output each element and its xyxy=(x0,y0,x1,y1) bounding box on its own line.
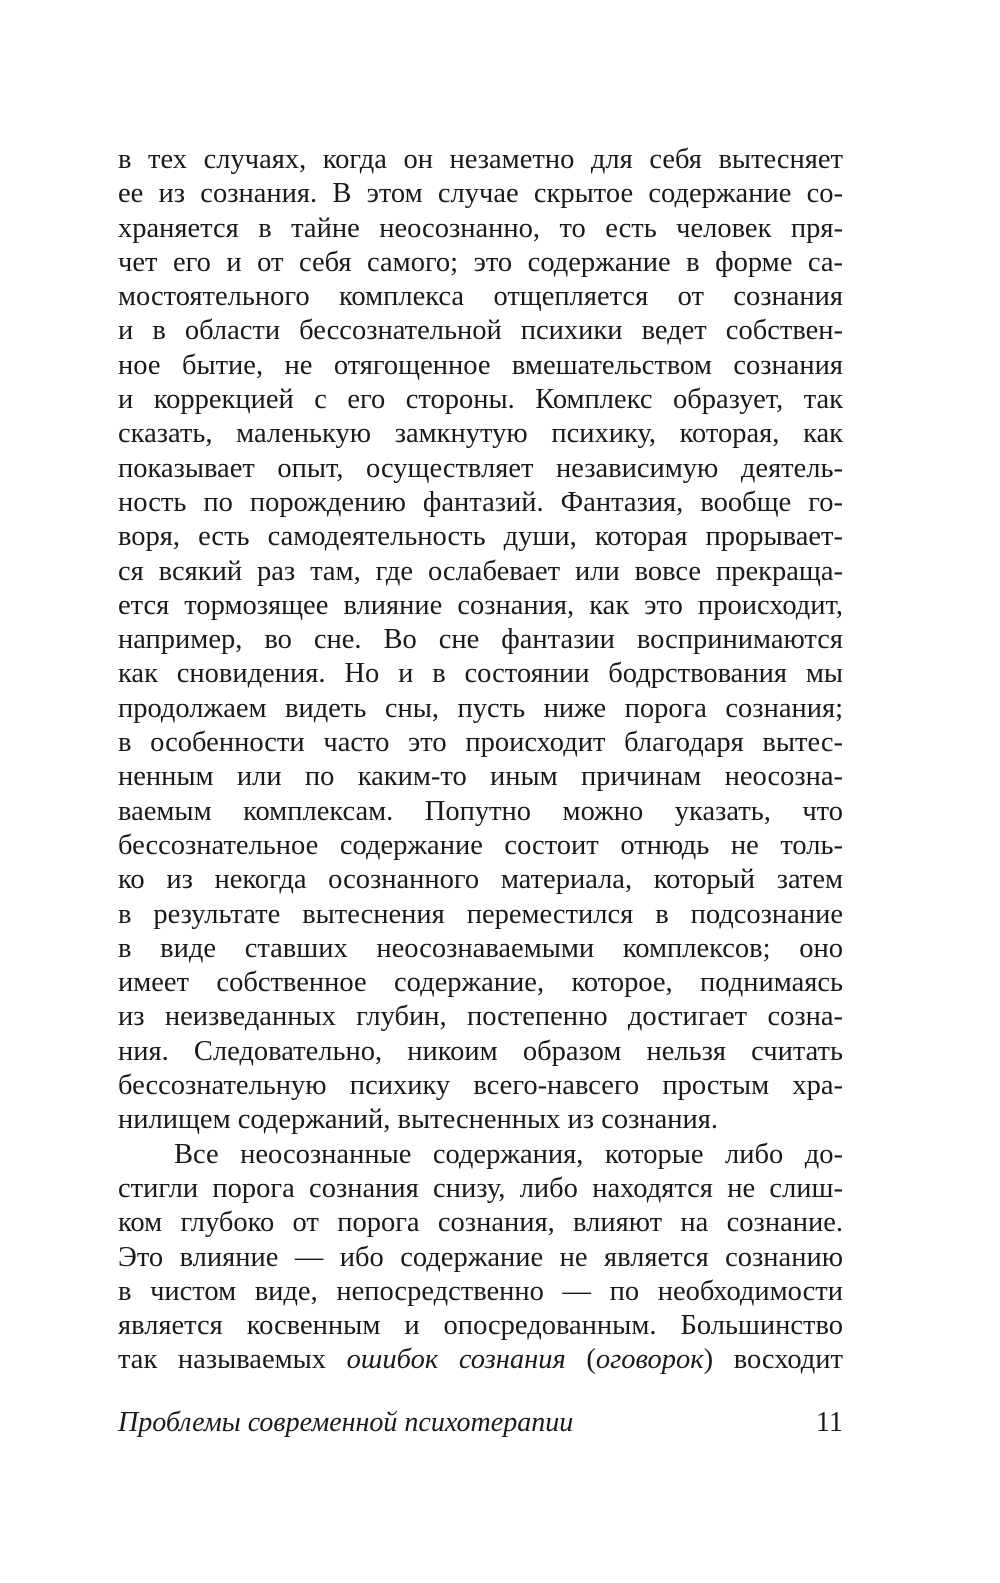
text-line: ком глубоко от порога сознания, влияют на сознание. xyxy=(118,1207,843,1239)
text-line: бессознательную психику всего-навсего простым хра- xyxy=(118,1070,843,1102)
text-line: воря, есть самодеятельность души, которая прорывает- xyxy=(118,521,843,553)
text-line: в виде ставших неосознаваемыми комплексов; оно xyxy=(118,932,843,964)
running-title: Проблемы современной психотерапии xyxy=(118,1407,574,1438)
text-line: из неизведанных глубин, постепенно достигает созна- xyxy=(118,1001,843,1033)
text-line: является косвенным и опосредованным. Большинство xyxy=(118,1310,843,1342)
text-line: как сновидения. Но и в состоянии бодрствования мы xyxy=(118,658,843,690)
text-line: имеет собственное содержание, которое, поднимаясь xyxy=(118,967,843,999)
text-line: ко из некогда осознанного материала, который затем xyxy=(118,864,843,896)
text-run: так называемых xyxy=(118,1344,347,1376)
text-line: ее из сознания. В этом случае скрытое содержание со- xyxy=(118,178,843,210)
text-run: ) восходит xyxy=(703,1344,843,1376)
text-line: бессознательное содержание состоит отнюдь не толь- xyxy=(118,829,843,861)
page-footer xyxy=(118,1405,843,1441)
text-line: чет его и от себя самого; это содержание в форме са- xyxy=(118,246,843,278)
text-line: стигли порога сознания снизу, либо находятся не слиш- xyxy=(118,1172,843,1204)
text-line: в результате вытеснения переместился в подсознание xyxy=(118,898,843,930)
page-number: 11 xyxy=(816,1407,843,1438)
text-line: например, во сне. Во сне фантазии воспринимаются xyxy=(118,624,843,656)
text-line: и коррекцией с его стороны. Комплекс образует, так xyxy=(118,384,843,416)
text-run: ( xyxy=(565,1344,596,1376)
paragraph-end-line: нилищем содержаний, вытесненных из сознания. xyxy=(118,1104,718,1136)
text-line: и в области бессознательной психики ведет собствен- xyxy=(118,315,843,347)
paragraph-start-line: Все неосознанные содержания, которые либо до- xyxy=(174,1138,843,1170)
text-line: продолжаем видеть сны, пусть ниже порога сознания; xyxy=(118,692,843,724)
text-line: показывает опыт, осуществляет независимую деятель- xyxy=(118,452,843,484)
text-line-with-italics xyxy=(118,1343,843,1377)
text-line: ность по порождению фантазий. Фантазия, вообще го- xyxy=(118,486,843,518)
text-line: ся всякий раз там, где ослабевает или вовсе прекраща- xyxy=(118,555,843,587)
text-line: ное бытие, не отягощенное вмешательством сознания xyxy=(118,349,843,381)
text-line: храняется в тайне неосознанно, то есть человек пря- xyxy=(118,212,843,244)
body-text xyxy=(118,143,843,1378)
text-line: в чистом виде, непосредственно — по необходимости xyxy=(118,1275,843,1307)
text-line: в тех случаях, когда он незаметно для себя вытесняет xyxy=(118,144,843,175)
text-line: ваемым комплексам. Попутно можно указать, что xyxy=(118,795,843,827)
text-line: ненным или по каким-то иным причинам неосозна- xyxy=(118,761,843,793)
text-line: ния. Следовательно, никоим образом нельзя считать xyxy=(118,1035,843,1067)
italic-term-slips: ошибок сознания xyxy=(346,1344,566,1376)
text-line: мостоятельного комплекса отщепляется от сознания xyxy=(118,281,843,313)
text-line: в особенности часто это происходит благодаря вытес- xyxy=(118,727,843,759)
text-line: Это влияние — ибо содержание не является сознанию xyxy=(118,1241,843,1273)
text-line: сказать, маленькую замкнутую психику, которая, как xyxy=(118,418,843,450)
text-line: ется тормозящее влияние сознания, как это происходит, xyxy=(118,589,843,621)
italic-term-lapses: оговорок xyxy=(595,1344,704,1376)
